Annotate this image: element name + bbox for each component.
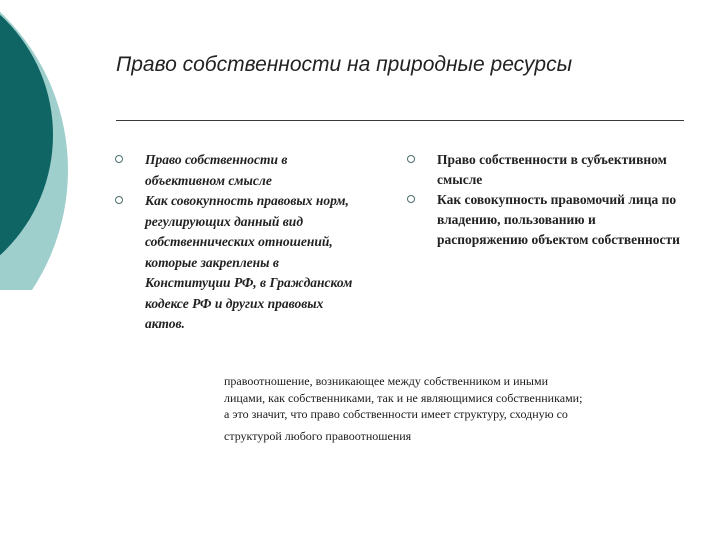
circle-bullet-icon	[115, 196, 123, 204]
circle-bullet-icon	[407, 195, 415, 203]
left-column-list	[115, 150, 365, 335]
decorative-circles	[0, 0, 80, 290]
right-column-list	[407, 150, 689, 250]
list-item-text: Право собственности в объективном смысле	[145, 152, 288, 188]
title-divider	[116, 120, 684, 121]
list-item	[115, 150, 365, 191]
note-line: структурой любого правоотношения	[224, 428, 412, 443]
circle-bullet-icon	[407, 155, 415, 163]
list-item	[407, 150, 689, 190]
slide-title: Право собственности на природные ресурсы	[116, 53, 573, 76]
list-item-text: Право собственности в субъективном смысле	[437, 152, 667, 187]
circle-bullet-icon	[115, 155, 123, 163]
list-item	[407, 190, 689, 250]
note-line: правоотношение, возникающее между собственником и иными	[224, 374, 549, 388]
list-item-text: Как совокупность правомочий лица по владению, пользованию и распоряжению объектом собственности	[437, 192, 680, 247]
definition-note	[224, 373, 664, 444]
list-item	[115, 191, 365, 335]
list-item-text: Как совокупность правовых норм, регулирующих данный вид собственнических отношений, которые закреплены в Конституции РФ, в Гражданском кодексе РФ и других правовых актов.	[145, 193, 353, 331]
note-line: лицами, как собственниками, так и не являющимися собственниками;	[224, 390, 583, 405]
note-line: а это значит, что право собственности имеет структуру, сходную со	[224, 407, 568, 421]
